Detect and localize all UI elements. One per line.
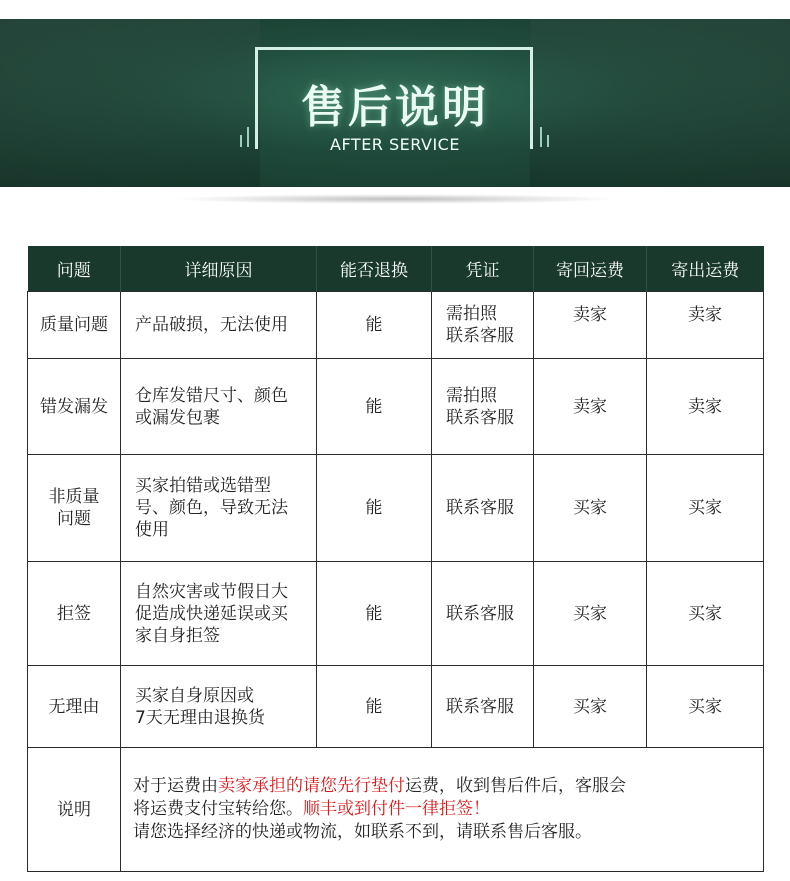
banner-title: 售后说明 xyxy=(301,82,489,133)
table-row xyxy=(28,359,764,455)
banner-subtitle: AFTER SERVICE xyxy=(330,135,460,154)
header-returnable: 能否退换 xyxy=(317,246,432,292)
proof-cell: 联系客服 xyxy=(432,562,534,666)
header-proof: 凭证 xyxy=(432,246,534,292)
note-highlight: 顺丰或到付件一律拒签！ xyxy=(303,799,490,819)
send-fee-cell: 买家 xyxy=(647,562,764,666)
after-service-table xyxy=(27,246,764,872)
issue-cell: 拒签 xyxy=(28,562,121,666)
proof-line: 需拍照 xyxy=(446,304,497,324)
table-row xyxy=(28,666,764,748)
return-fee-cell: 卖家 xyxy=(534,292,647,359)
note-line xyxy=(133,775,749,798)
issue-cell: 质量问题 xyxy=(28,292,121,359)
send-fee-cell: 买家 xyxy=(647,455,764,562)
return-fee-cell: 买家 xyxy=(534,455,647,562)
note-text-segment: 将运费支付宝转给您。 xyxy=(133,799,303,819)
note-row xyxy=(28,748,764,872)
proof-cell: 联系客服 xyxy=(432,666,534,748)
reason-line: 7天无理由退换货 xyxy=(135,707,265,728)
returnable-cell: 能 xyxy=(317,359,432,455)
note-text-segment: 运费，收到售后件后，客服会 xyxy=(405,776,626,796)
table-header-row xyxy=(28,246,764,292)
send-fee-cell: 卖家 xyxy=(647,359,764,455)
proof-cell xyxy=(432,292,534,359)
note-text xyxy=(121,748,764,872)
note-highlight: 卖家承担的请您先行垫付 xyxy=(218,776,405,796)
issue-line: 问题 xyxy=(57,509,91,529)
return-fee-cell: 买家 xyxy=(534,666,647,748)
returnable-cell: 能 xyxy=(317,562,432,666)
table-row xyxy=(28,562,764,666)
issue-cell: 错发漏发 xyxy=(28,359,121,455)
note-line: 请您选择经济的快递或物流，如联系不到，请联系售后客服。 xyxy=(133,822,592,842)
header-reason: 详细原因 xyxy=(121,246,317,292)
reason-cell: 产品破损，无法使用 xyxy=(121,292,317,359)
returnable-cell: 能 xyxy=(317,455,432,562)
issue-cell xyxy=(28,455,121,562)
note-line xyxy=(133,798,749,821)
returnable-cell: 能 xyxy=(317,666,432,748)
reason-cell: 仓库发错尺寸、颜色或漏发包裹 xyxy=(121,359,317,455)
reason-cell: 自然灾害或节假日大促造成快递延误或买家自身拒签 xyxy=(121,562,317,666)
header-send-fee: 寄出运费 xyxy=(647,246,764,292)
banner-shadow xyxy=(170,194,620,204)
issue-cell: 无理由 xyxy=(28,666,121,748)
header-return-fee: 寄回运费 xyxy=(534,246,647,292)
proof-cell xyxy=(432,359,534,455)
send-fee-cell: 卖家 xyxy=(647,292,764,359)
proof-line: 联系客服 xyxy=(446,407,514,428)
header-issue: 问题 xyxy=(28,246,121,292)
return-fee-cell: 卖家 xyxy=(534,359,647,455)
note-text-segment: 对于运费由 xyxy=(133,776,218,796)
proof-cell: 联系客服 xyxy=(432,455,534,562)
header-banner xyxy=(0,19,790,187)
reason-cell xyxy=(121,666,317,748)
issue-line: 非质量 xyxy=(48,487,100,507)
send-fee-cell: 买家 xyxy=(647,666,764,748)
proof-line: 联系客服 xyxy=(446,326,514,346)
reason-line: 买家自身原因或 xyxy=(135,685,254,706)
proof-line: 需拍照 xyxy=(446,385,497,406)
table-row xyxy=(28,292,764,359)
note-label: 说明 xyxy=(28,748,121,872)
reason-cell: 买家拍错或选错型号、颜色，导致无法使用 xyxy=(121,455,317,562)
return-fee-cell: 买家 xyxy=(534,562,647,666)
table-row xyxy=(28,455,764,562)
returnable-cell: 能 xyxy=(317,292,432,359)
